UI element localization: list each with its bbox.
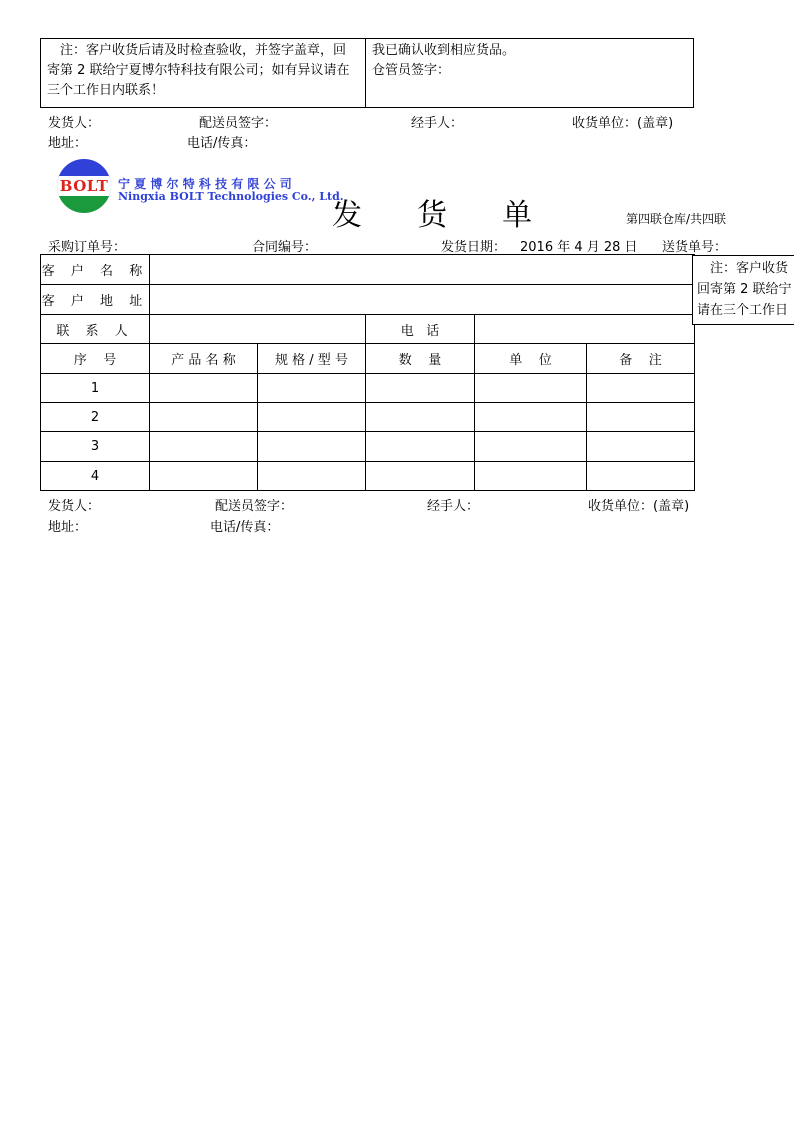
- side-note-box: [692, 255, 794, 325]
- logo-text: BOLT: [59, 177, 109, 195]
- table-row: [41, 374, 695, 403]
- warehouse-sign-label: 仓管员签字：: [372, 63, 451, 78]
- row-seq: 4: [41, 462, 150, 491]
- row-product-cell[interactable]: [150, 432, 258, 462]
- top-note-box: [40, 38, 694, 108]
- header-seq: 序 号: [41, 344, 150, 374]
- header-spec-model: 规 格 / 型 号: [258, 344, 366, 374]
- courier-sign-label-top: 配送员签字：: [199, 116, 278, 131]
- company-logo: [57, 159, 111, 213]
- phone-value[interactable]: [475, 315, 695, 344]
- header-product-name: 产 品 名 称: [150, 344, 258, 374]
- row-qty-cell[interactable]: [366, 462, 475, 491]
- handler-label-top: 经手人：: [411, 116, 464, 131]
- row-seq: 3: [41, 432, 150, 462]
- receiver-label-top: 收货单位：(盖章): [572, 116, 674, 131]
- row-unit-cell[interactable]: [475, 374, 587, 403]
- header-unit: 单 位: [475, 344, 587, 374]
- row-remarks-cell[interactable]: [587, 432, 695, 462]
- delivery-number-label: 送货单号：: [662, 240, 728, 255]
- po-number-label: 采购订单号：: [48, 240, 127, 255]
- shipper-label-top: 发货人：: [48, 116, 101, 131]
- courier-sign-label-bottom: 配送员签字：: [215, 499, 294, 514]
- row-remarks-cell[interactable]: [587, 403, 695, 432]
- address-label-top: 地址：: [48, 136, 88, 151]
- row-seq: 1: [41, 374, 150, 403]
- table-row: [41, 462, 695, 491]
- address-label-bottom: 地址：: [48, 520, 88, 535]
- customer-address-value[interactable]: [150, 285, 695, 315]
- row-spec-cell[interactable]: [258, 432, 366, 462]
- company-name-en: Ningxia BOLT Technologies Co., Ltd.: [118, 190, 344, 203]
- row-qty-cell[interactable]: [366, 403, 475, 432]
- row-unit-cell[interactable]: [475, 432, 587, 462]
- row-product-cell[interactable]: [150, 462, 258, 491]
- receiver-label-bottom: 收货单位：(盖章): [588, 499, 690, 514]
- company-name-cn: 宁 夏 博 尔 特 科 技 有 限 公 司: [118, 177, 292, 191]
- row-unit-cell[interactable]: [475, 403, 587, 432]
- row-spec-cell[interactable]: [258, 374, 366, 403]
- confirm-text: 我已确认收到相应货品。: [372, 43, 516, 58]
- row-remarks-cell[interactable]: [587, 462, 695, 491]
- copy-label: 第四联仓库/共四联: [626, 212, 727, 226]
- ship-date-label: 发货日期：: [441, 240, 507, 255]
- customer-name-label: 客 户 名 称: [41, 255, 150, 285]
- customer-name-value[interactable]: [150, 255, 695, 285]
- side-note-line3: 请在三个工作日: [697, 303, 789, 318]
- contact-value[interactable]: [150, 315, 366, 344]
- row-product-cell[interactable]: [150, 403, 258, 432]
- phone-label: 电 话: [366, 315, 475, 344]
- row-qty-cell[interactable]: [366, 432, 475, 462]
- phone-label-top: 电话/传真：: [187, 136, 257, 151]
- row-product-cell[interactable]: [150, 374, 258, 403]
- phone-label-bottom: 电话/传真：: [210, 520, 280, 535]
- row-qty-cell[interactable]: [366, 374, 475, 403]
- side-note-line1: 注：客户收货: [697, 261, 789, 276]
- top-note-right: [366, 39, 693, 107]
- shipper-label-bottom: 发货人：: [48, 499, 101, 514]
- ship-date-value: 2016 年 4 月 28 日: [520, 240, 638, 255]
- contact-label: 联 系 人: [41, 315, 150, 344]
- customer-address-label: 客 户 地 址: [41, 285, 150, 315]
- row-spec-cell[interactable]: [258, 403, 366, 432]
- handler-label-bottom: 经手人：: [427, 499, 480, 514]
- row-spec-cell[interactable]: [258, 462, 366, 491]
- header-quantity: 数 量: [366, 344, 475, 374]
- row-remarks-cell[interactable]: [587, 374, 695, 403]
- contract-number-label: 合同编号：: [252, 240, 318, 255]
- header-remarks: 备 注: [587, 344, 695, 374]
- table-row: [41, 432, 695, 462]
- side-note-line2: 回寄第 2 联给宁: [697, 282, 792, 297]
- table-header-row: [41, 344, 695, 374]
- table-row: [41, 403, 695, 432]
- delivery-form-table: [40, 254, 695, 491]
- document-title: 发 货 单: [332, 198, 545, 233]
- row-seq: 2: [41, 403, 150, 432]
- row-unit-cell[interactable]: [475, 462, 587, 491]
- top-note-left: 注：客户收货后请及时检查验收，并签字盖章，回寄第 2 联给宁夏博尔特科技有限公司；如有异议请在三个工作日内联系！: [47, 43, 350, 98]
